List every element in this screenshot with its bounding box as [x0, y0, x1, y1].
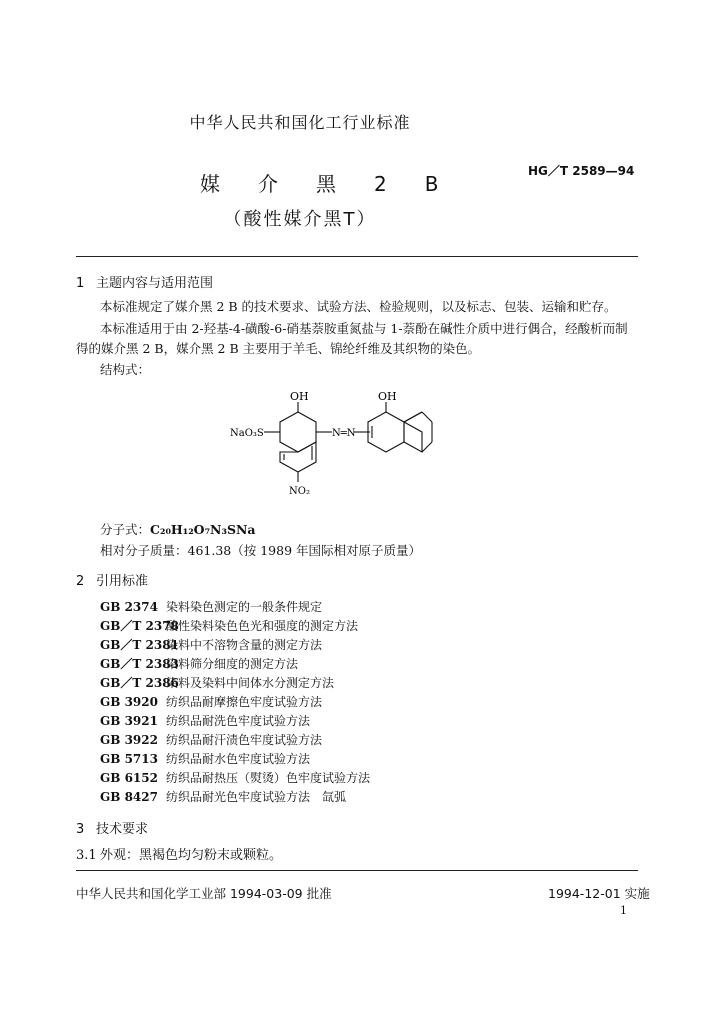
reference-item: [100, 598, 322, 615]
structure-label: 结构式：: [100, 362, 151, 377]
reference-item: [100, 693, 322, 710]
reference-title: 染料染色测定的一般条件规定: [166, 600, 323, 614]
application-paragraph-line2: 得的媒介黑 2 B，媒介黑 2 B 主要用于羊毛、锦纶纤维及其织物的染色。: [76, 341, 481, 356]
molecular-mass: 相对分子质量：461.38（按 1989 年国际相对原子质量）: [100, 543, 421, 558]
reference-code: GB／T 2386: [100, 676, 179, 690]
formula-label: 分子式：: [100, 522, 151, 537]
section-2-heading: [76, 570, 148, 589]
reference-code: GB／T 2381: [100, 638, 179, 652]
reference-code: GB／T 2378: [100, 619, 179, 633]
reference-title: 染料中不溶物含量的测定方法: [166, 638, 323, 652]
reference-code: GB 2374: [100, 600, 158, 614]
reference-code: GB 6152: [100, 771, 158, 785]
approval-line: 中华人民共和国化学工业部 1994-03-09 批准: [76, 886, 332, 901]
section-title: 技术要求: [96, 822, 149, 837]
no2-label: NO₂: [289, 486, 310, 497]
section-title: 主题内容与适用范围: [96, 276, 214, 291]
reference-code: GB 3922: [100, 733, 158, 747]
reference-title: 纺织品耐热压（熨烫）色牢度试验方法: [166, 771, 371, 785]
header-divider: [76, 256, 638, 257]
reference-title: 纺织品耐汗渍色牢度试验方法: [166, 733, 323, 747]
section-number: 2: [76, 574, 85, 589]
document-subtitle: （酸性媒介黑T）: [223, 209, 377, 230]
reference-code: GB 3920: [100, 695, 158, 709]
section-number: 3: [76, 822, 85, 837]
reference-code: GB／T 2383: [100, 657, 179, 671]
reference-title: 染料及染料中间体水分测定方法: [166, 676, 335, 690]
reference-item: [100, 788, 346, 805]
reference-code: GB 3921: [100, 714, 158, 728]
reference-item: [100, 712, 310, 729]
oh-right-label: OH: [378, 390, 397, 403]
effective-date: 1994-12-01 实施: [548, 886, 650, 901]
azo-label: N═N: [332, 428, 356, 439]
reference-item: [100, 750, 310, 767]
reference-title: 纺织品耐水色牢度试验方法: [166, 752, 311, 766]
reference-title: 纺织品耐光色牢度试验方法 氙弧: [166, 790, 347, 804]
reference-code: GB 5713: [100, 752, 158, 766]
reference-title: 酸性染料染色色光和强度的测定方法: [166, 619, 359, 633]
reference-item: [100, 769, 370, 786]
reference-title: 纺织品耐洗色牢度试验方法: [166, 714, 311, 728]
footer-divider: [76, 870, 638, 871]
reference-title: 纺织品耐摩擦色牢度试验方法: [166, 695, 323, 709]
page-number: 1: [620, 904, 627, 917]
formula-value: C₂₀H₁₂O₇N₃SNa: [150, 522, 256, 537]
reference-item: [100, 636, 322, 653]
reference-title: 染料筛分细度的测定方法: [166, 657, 299, 671]
section-3-heading: [76, 818, 148, 837]
section-number: 1: [76, 276, 85, 291]
reference-item: [100, 655, 298, 672]
section-1-heading: [76, 272, 213, 291]
application-paragraph-line1: 本标准适用于由 2-羟基-4-磺酸-6-硝基萘胺重氮盐与 1-萘酚在碱性介质中进行偶合，经酸析而制: [100, 321, 628, 336]
item-text: 外观：黑褐色均匀粉末或颗粒。: [100, 848, 283, 863]
item-number: 3.1: [76, 848, 97, 863]
standard-code: HG／T 2589—94: [528, 164, 635, 178]
issuer-heading: 中华人民共和国化工行业标准: [189, 113, 411, 132]
item-3-1: [76, 844, 282, 863]
oh-left-label: OH: [290, 390, 309, 403]
structural-formula: [226, 390, 436, 502]
document-title: 媒介黑2B: [200, 172, 477, 196]
reference-item: [100, 674, 334, 691]
reference-item: [100, 617, 358, 634]
reference-item: [100, 731, 322, 748]
section-title: 引用标准: [96, 574, 149, 589]
naso3-label: NaO₃S: [230, 428, 264, 439]
molecular-formula: [100, 520, 256, 538]
scope-paragraph: 本标准规定了媒介黑 2 B 的技术要求、试验方法、检验规则，以及标志、包装、运输和贮存。: [100, 299, 617, 314]
reference-code: GB 8427: [100, 790, 158, 804]
